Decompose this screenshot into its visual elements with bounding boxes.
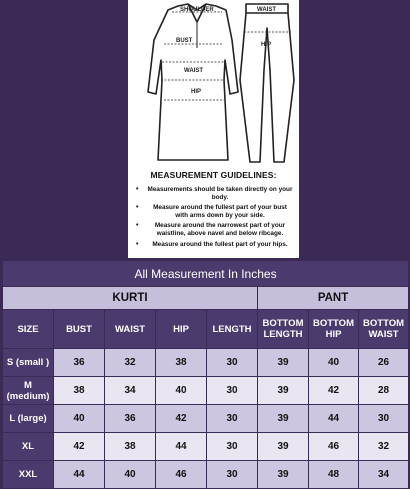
garment-illustration xyxy=(128,0,299,170)
bottom-hip-cell: 42 xyxy=(309,377,359,405)
bottom-length-cell: 39 xyxy=(258,461,309,489)
guideline-item: • Measurements should be taken directly on your body. xyxy=(136,186,293,201)
kurti-bust-label: BUST xyxy=(176,38,193,44)
bottom-length-cell: 39 xyxy=(258,349,309,377)
length-cell: 30 xyxy=(207,405,258,433)
bottom-hip-cell: 48 xyxy=(309,461,359,489)
waist-cell: 32 xyxy=(105,349,156,377)
bottom-hip-cell: 40 xyxy=(309,349,359,377)
pant-hip-label: HIP xyxy=(261,42,272,48)
size-cell: XXL xyxy=(3,461,54,489)
size-cell: S (small ) xyxy=(3,349,54,377)
size-cell: XL xyxy=(3,433,54,461)
bottom-hip-cell: 46 xyxy=(309,433,359,461)
bottom-waist-cell: 32 xyxy=(359,433,409,461)
length-cell: 30 xyxy=(207,461,258,489)
length-cell: 30 xyxy=(207,377,258,405)
guidelines-heading: MEASUREMENT GUIDELINES: xyxy=(150,170,277,180)
length-cell: 30 xyxy=(207,349,258,377)
hip-cell: 38 xyxy=(156,349,207,377)
table-row xyxy=(3,349,409,377)
bullet-icon: • xyxy=(136,222,139,230)
hip-cell: 46 xyxy=(156,461,207,489)
kurti-drawing xyxy=(148,4,238,160)
size-chart-table xyxy=(2,260,409,489)
hip-cell: 42 xyxy=(156,405,207,433)
bust-cell: 36 xyxy=(54,349,105,377)
bottom-length-cell: 39 xyxy=(258,433,309,461)
hip-cell: 44 xyxy=(156,433,207,461)
group-header-kurti: KURTI xyxy=(3,287,258,310)
pant-waist-label: WAIST xyxy=(257,7,276,13)
column-header-bottom-length: BOTTOM LENGTH xyxy=(258,310,309,349)
bottom-hip-cell: 44 xyxy=(309,405,359,433)
column-header-hip: HIP xyxy=(156,310,207,349)
bullet-icon: • xyxy=(136,186,139,193)
table-row xyxy=(3,377,409,405)
bottom-waist-cell: 30 xyxy=(359,405,409,433)
bottom-waist-cell: 28 xyxy=(359,377,409,405)
bust-cell: 38 xyxy=(54,377,105,405)
hip-cell: 40 xyxy=(156,377,207,405)
bottom-length-cell: 39 xyxy=(258,377,309,405)
column-header-size: SIZE xyxy=(3,310,54,349)
column-header-bust: BUST xyxy=(54,310,105,349)
bust-cell: 42 xyxy=(54,433,105,461)
bust-cell: 40 xyxy=(54,405,105,433)
kurti-hip-label: HIP xyxy=(191,89,202,95)
waist-cell: 34 xyxy=(105,377,156,405)
column-header-bottom-waist: BOTTOM WAIST xyxy=(359,310,409,349)
bottom-waist-cell: 26 xyxy=(359,349,409,377)
bottom-waist-cell: 34 xyxy=(359,461,409,489)
size-cell: M (medium) xyxy=(3,377,54,405)
measurement-guide-panel xyxy=(128,0,299,258)
waist-cell: 38 xyxy=(105,433,156,461)
guideline-item: • Measure around the fullest part of your hips. xyxy=(136,240,288,248)
group-header-pant: PANT xyxy=(258,287,409,310)
guidelines-list xyxy=(136,186,294,251)
table-row xyxy=(3,405,409,433)
bust-cell: 44 xyxy=(54,461,105,489)
table-title: All Measurement In Inches xyxy=(3,261,409,287)
kurti-shoulder-label: SHOULDER xyxy=(180,7,214,13)
length-cell: 30 xyxy=(207,433,258,461)
bullet-icon: • xyxy=(136,240,139,248)
bullet-icon: • xyxy=(136,204,139,212)
column-header-waist: WAIST xyxy=(105,310,156,349)
table-row xyxy=(3,461,409,489)
waist-cell: 36 xyxy=(105,405,156,433)
guideline-item: • Measure around the narrowest part of your waistline, above navel and below ribcage. xyxy=(136,222,286,237)
size-cell: L (large) xyxy=(3,405,54,433)
pant-drawing xyxy=(240,4,294,162)
waist-cell: 40 xyxy=(105,461,156,489)
column-header-bottom-hip: BOTTOM HIP xyxy=(309,310,359,349)
bottom-length-cell: 39 xyxy=(258,405,309,433)
table-row xyxy=(3,433,409,461)
kurti-waist-label: WAIST xyxy=(184,68,203,74)
column-header-length: LENGTH xyxy=(207,310,258,349)
guideline-item: • Measure around the fullest part of your bust with arms down by your side. xyxy=(136,204,287,219)
